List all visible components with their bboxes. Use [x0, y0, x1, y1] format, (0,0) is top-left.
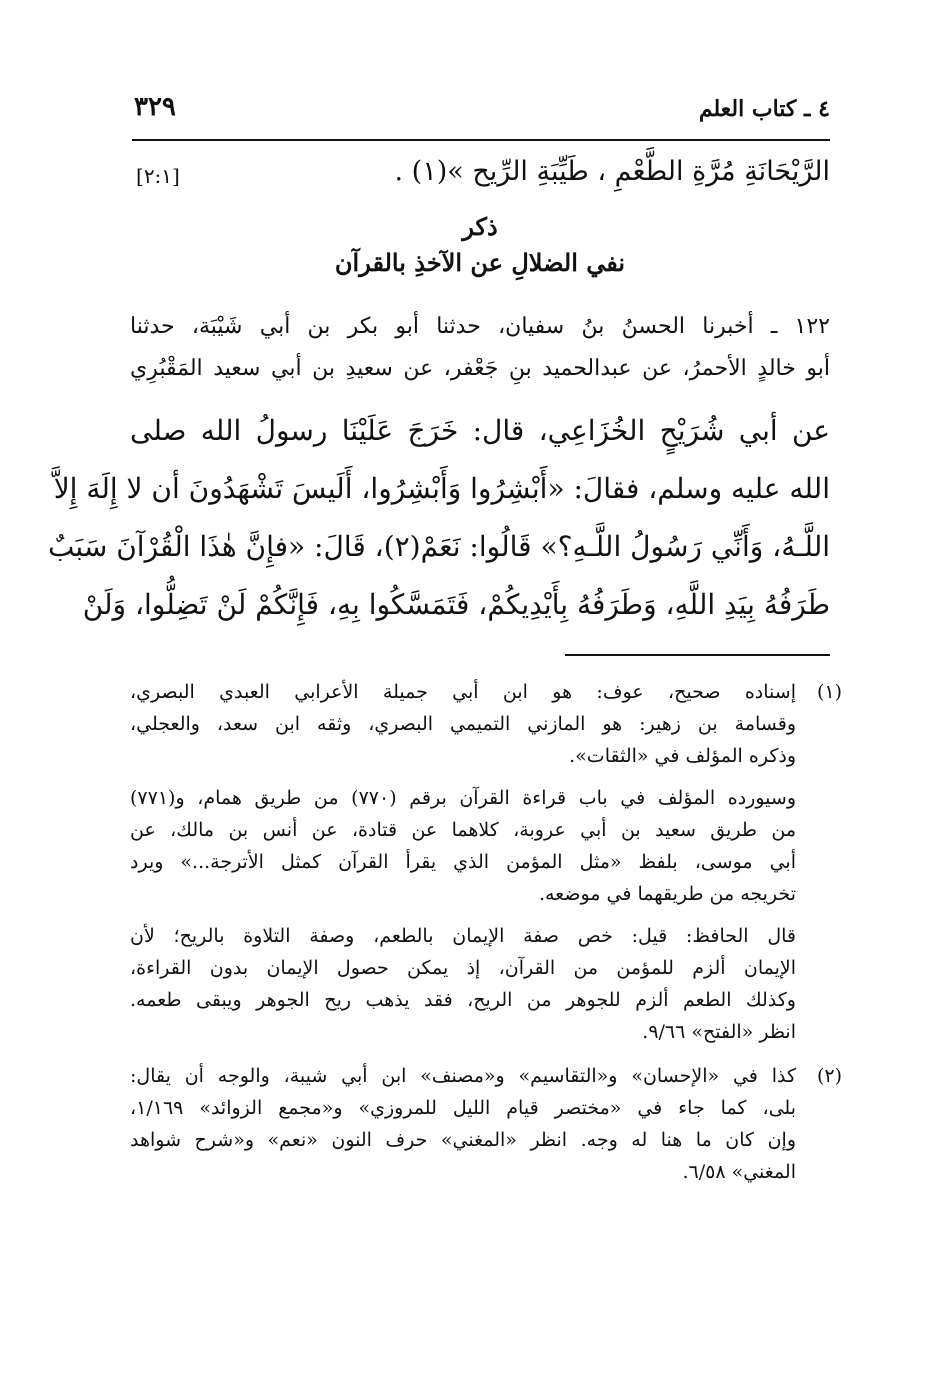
footnote-line: المغني» ٦/٥٨.: [682, 1161, 796, 1183]
footnote-line: وكذلك الطعم ألزم للجوهر من الريح، فقد يذهب ريح الجوهر ويبقى طعمه.: [130, 989, 796, 1011]
footnote-1: [130, 676, 842, 1048]
hadith-line: عن أبي شُرَيْحٍ الخُزَاعِي، قال: خَرَجَ عَلَيْنَا رسولُ الله صلى: [130, 414, 830, 447]
hadith-line: أبو خالدٍ الأحمرُ، عن عبدالحميد بنِ جَعْفر، عن سعيدِ بن أبي سعيد المَقْبُرِي: [130, 356, 830, 381]
hadith-line: الله عليه وسلم، فقالَ: «أَبْشِرُوا وَأَبْشِرُوا، أَلَيسَ تَشْهَدُونَ أن لا إِلَهَ إِلاَّ: [53, 472, 830, 505]
footnote-line: وسيورده المؤلف في باب قراءة القرآن برقم (٧٧٠) من طريق همام، و(٧٧١): [130, 787, 796, 809]
footnote-line: إسناده صحيح، عوف: هو ابن أبي جميلة الأعرابي العبدي البصري،: [130, 681, 796, 703]
footnote-line: وقسامة بن زهير: هو المازني التميمي البصري، وثقه ابن سعد، والعجلي،: [130, 713, 796, 735]
header-rule: [132, 139, 830, 141]
footnotes: [130, 676, 842, 1200]
footnote-rule: [565, 654, 830, 656]
footnote-paragraph: [130, 1060, 796, 1188]
footnote-line: انظر «الفتح» ٩/٦٦.: [642, 1021, 796, 1043]
hadith-line: طَرَفُهُ بِيَدِ اللَّهِ، وَطَرَفُهُ بِأَيْدِيكُمْ، فَتَمَسَّكُوا بِهِ، فَإِنَّكُمْ لَنْ تَضِلُّوا، وَلَنْ: [82, 588, 830, 621]
footnote-line: الإيمان ألزم للمؤمن من القرآن، إذ يمكن حصول الإيمان بدون القراءة،: [130, 957, 796, 979]
section-subtitle: نفي الضلالِ عن الآخذِ بالقرآن: [334, 248, 626, 277]
hadith-text: [47, 306, 830, 634]
continuation-text: الرَّيْحَانَةِ مُرَّةِ الطَّعْمِ ، طَيِّبَةِ الرِّيح »(١) .: [394, 156, 830, 187]
footnote-2: [130, 1060, 842, 1188]
footnote-line: من طريق سعيد بن أبي عروبة، كلاهما عن قتادة، عن أنس بن مالك، عن: [130, 819, 796, 841]
continuation-line: [130, 150, 830, 200]
footnote-line: وذكره المؤلف في «الثقات».: [569, 745, 796, 767]
footnote-paragraph: [130, 676, 796, 772]
footnote-number: (١): [816, 681, 842, 703]
footnote-line: أبي موسى، بلفظ «مثل المؤمن الذي يقرأ القرآن كمثل الأترجة...» ويرد: [130, 851, 796, 873]
hadith-line: اللَّـهُ، وَأَنِّي رَسُولُ اللَّـهِ؟» قَالُوا: نَعَمْ(٢)، قَالَ: «فإِنَّ هٰذَا الْقُرْآنَ سَبَبٌ: [47, 530, 830, 563]
section-title: ذكر: [462, 212, 498, 241]
footnote-number: (٢): [816, 1065, 842, 1087]
chapter-title: ٤ ـ كتاب العلم: [698, 96, 830, 122]
footnote-paragraph: [130, 782, 796, 910]
footnote-line: بلى، كما جاء في «مختصر قيام الليل للمروزي» و«مجمع الزوائد» ١/١٦٩،: [130, 1097, 796, 1119]
footnote-line: وإن كان ما هنا له وجه. انظر «المغني» حرف النون «نعم» و«شرح شواهد: [130, 1129, 796, 1151]
hadith-line: ١٢٢ ـ أخبرنا الحسنُ بنُ سفيان، حدثنا أبو بكر بن أبي شَيْبَة، حدثنا: [130, 314, 830, 339]
footnote-paragraph: [130, 920, 796, 1048]
footnote-line: كذا في «الإحسان» و«التقاسيم» و«مصنف» ابن أبي شيبة، والوجه أن يقال:: [130, 1065, 796, 1087]
page-number: ٣٢٩: [134, 92, 176, 122]
footnote-line: قال الحافظ: قيل: خص صفة الإيمان بالطعم، وصفة التلاوة بالريح؛ لأن: [130, 925, 796, 947]
footnote-line: تخريجه من طريقهما في موضعه.: [538, 883, 796, 905]
cross-reference: [٢:١]: [136, 164, 180, 188]
running-header: [130, 92, 830, 132]
